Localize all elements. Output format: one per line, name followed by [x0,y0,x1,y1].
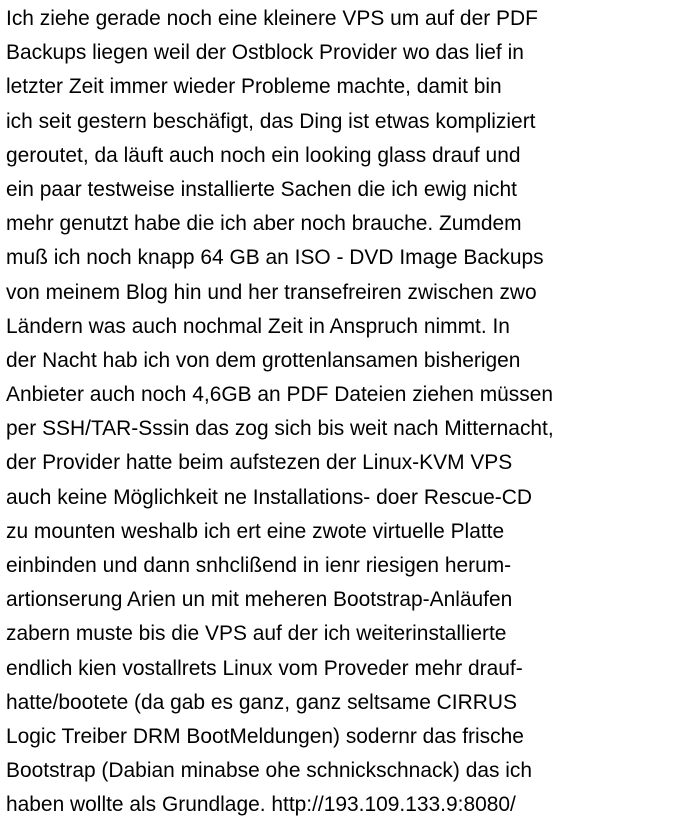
text-line: von meinem Blog hin und her transefreiren zwischen zwo [6,280,537,304]
text-line: per SSH/TAR-Sssin das zog sich bis weit nach Mitternacht, [6,417,554,441]
text-line: Ich ziehe gerade noch eine kleinere VPS um auf der PDF [6,7,538,30]
text-line: ein paar testweise installierte Sachen die ich ewig nicht [6,177,517,201]
text-line: mehr genutzt habe die ich aber noch brauche. Zumdem [6,212,522,236]
text-line: endlich kien vostallrets Linux vom Proveder mehr drauf- [6,656,523,680]
text-line: letzter Zeit immer wieder Probleme machte, damit bin [6,75,502,99]
text-line: Backups liegen weil der Ostblock Provider wo das lief in [6,41,524,65]
text-line: der Nacht hab ich von dem grottenlansamen bisherigen [6,348,521,372]
text-line: geroutet, da läuft auch noch ein looking glass drauf und [6,143,521,167]
text-line: Anbieter auch noch 4,6GB an PDF Dateien ziehen müssen [6,383,554,407]
text-line: zabern muste bis die VPS auf der ich weiterinstallierte [6,622,507,646]
text-line: auch keine Möglichkeit ne Installations- doer Rescue-CD [6,485,533,509]
text-line: artionserung Arien un mit meheren Bootstrap-Anläufen [6,588,513,612]
text-line: Ländern was auch nochmal Zeit in Anspruch nimmt. In [6,314,510,338]
text-line: haben wollte als Grundlage. http://193.109.133.9:8080/ [6,793,516,817]
text-line: einbinden und dann snhclißend in ienr riesigen herum- [6,554,512,577]
text-line: der Provider hatte beim aufstezen der Linux-KVM VPS [6,451,513,475]
text-line: ich seit gestern beschäfigt, das Ding ist etwas kompliziert [6,109,536,133]
text-line: Bootstrap (Dabian minabse ohe schnickschnack) das ich [6,759,533,783]
text-line: Logic Treiber DRM BootMeldungen) sodernr das frische [6,724,524,748]
document-text [6,2,684,823]
text-line: zu mounten weshalb ich ert eine zwote virtuelle Platte [6,519,505,543]
text-line: muß ich noch knapp 64 GB an ISO - DVD Image Backups [6,246,544,270]
text-line: hatte/bootete (da gab es ganz, ganz seltsame CIRRUS [6,690,517,714]
